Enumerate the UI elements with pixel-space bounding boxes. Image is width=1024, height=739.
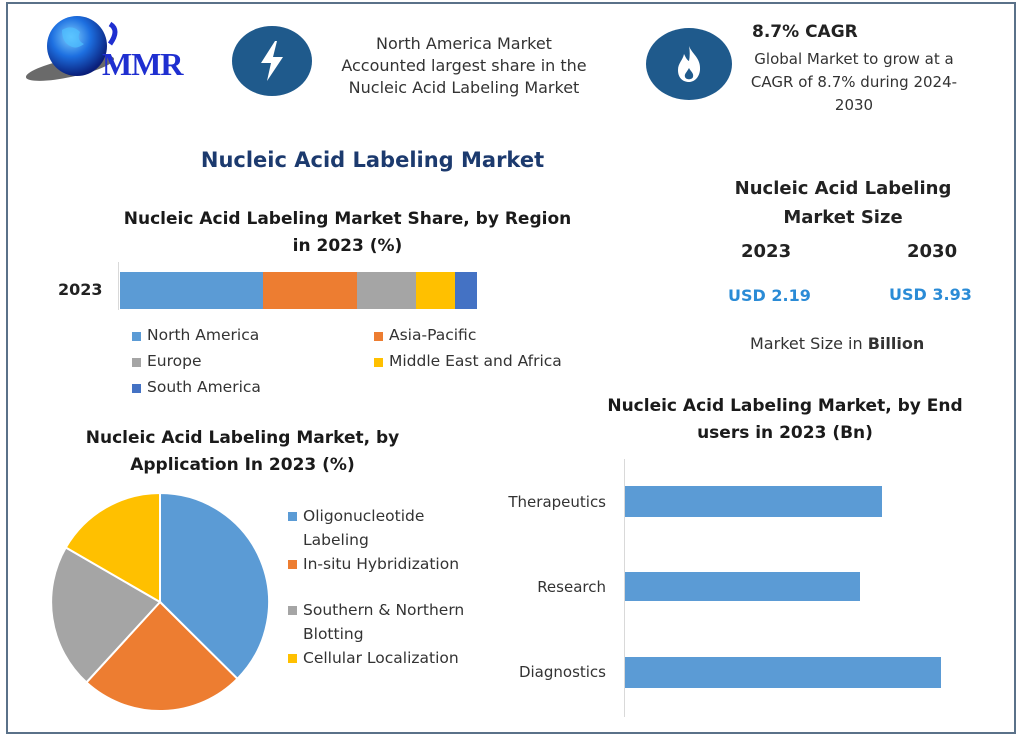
value-2023: USD 2.19 xyxy=(728,286,811,305)
legend-label: Asia-Pacific xyxy=(389,326,477,344)
legend-swatch xyxy=(288,654,297,663)
legend-label-line: Labeling xyxy=(303,531,369,549)
market-size-note-unit: Billion xyxy=(867,334,925,353)
legend-swatch xyxy=(132,332,141,341)
legend-label: Middle East and Africa xyxy=(389,352,562,370)
legend-blotting xyxy=(288,598,464,646)
region-info-line: North America Market xyxy=(376,34,552,53)
legend-label: South America xyxy=(147,378,261,396)
flame-icon xyxy=(646,28,732,100)
year-2030: 2030 xyxy=(907,241,958,262)
legend-label: In-situ Hybridization xyxy=(303,555,460,573)
end-users-chart-title xyxy=(590,393,980,447)
bar-label-diagnostics: Diagnostics xyxy=(518,663,606,681)
end-users-chart-title-line: users in 2023 (Bn) xyxy=(697,423,873,443)
legend-label-line: Blotting xyxy=(303,625,364,643)
legend-north-america xyxy=(132,326,259,344)
market-size-note xyxy=(750,334,924,353)
legend-label xyxy=(303,504,424,552)
application-chart-title-line: Application In 2023 (%) xyxy=(130,455,355,475)
bar-segment-south-america xyxy=(455,272,477,309)
legend-swatch xyxy=(374,358,383,367)
application-pie-chart xyxy=(48,490,272,714)
mmr-logo xyxy=(22,8,222,88)
legend-swatch xyxy=(132,384,141,393)
cagr-info-text xyxy=(740,48,968,117)
legend-label-line: Oligonucleotide xyxy=(303,507,425,525)
region-category-label: 2023 xyxy=(58,280,103,299)
legend-label: Europe xyxy=(147,352,202,370)
region-axis xyxy=(118,262,119,310)
legend-cellular xyxy=(288,646,459,670)
region-chart-title-line: in 2023 (%) xyxy=(292,236,403,256)
legend-south-america xyxy=(132,378,261,396)
bar-segment-europe xyxy=(357,272,416,309)
legend-swatch xyxy=(288,606,297,615)
region-info-line: Accounted largest share in the xyxy=(341,56,587,75)
application-chart-title-line: Nucleic Acid Labeling Market, by xyxy=(85,428,400,448)
legend-oligonucleotide xyxy=(288,504,424,552)
value-2030: USD 3.93 xyxy=(889,285,972,304)
legend-swatch xyxy=(374,332,383,341)
market-size-title xyxy=(715,174,971,232)
region-stacked-bar xyxy=(120,272,477,309)
application-chart-title xyxy=(70,425,415,479)
region-chart-title-line: Nucleic Acid Labeling Market Share, by Region xyxy=(123,209,572,229)
bar-segment-middle-east-africa xyxy=(416,272,455,309)
market-size-note-prefix: Market Size in xyxy=(750,334,868,353)
legend-swatch xyxy=(288,560,297,569)
logo-text: MMR xyxy=(102,46,183,82)
cagr-title: 8.7% CAGR xyxy=(752,22,858,42)
region-info-text xyxy=(318,33,610,99)
legend-asia-pacific xyxy=(374,326,476,344)
region-chart-title xyxy=(100,206,595,260)
legend-swatch xyxy=(132,358,141,367)
bar-label-therapeutics: Therapeutics xyxy=(508,493,606,511)
market-size-title-line: Market Size xyxy=(783,207,903,228)
legend-middle-east-africa xyxy=(374,352,562,370)
legend-label xyxy=(303,598,464,646)
legend-in-situ xyxy=(288,552,459,576)
page-title: Nucleic Acid Labeling Market xyxy=(200,148,545,172)
legend-label: North America xyxy=(147,326,260,344)
bar-therapeutics xyxy=(625,486,882,517)
bar-segment-north-america xyxy=(120,272,263,309)
legend-europe xyxy=(132,352,202,370)
bar-segment-asia-pacific xyxy=(263,272,357,309)
legend-label: Cellular Localization xyxy=(303,649,459,667)
bar-diagnostics xyxy=(625,657,941,688)
region-info-line: Nucleic Acid Labeling Market xyxy=(348,78,580,97)
end-users-chart-title-line: Nucleic Acid Labeling Market, by End xyxy=(607,396,963,416)
legend-swatch xyxy=(288,512,297,521)
bar-label-research: Research xyxy=(537,578,606,596)
legend-label-line: Southern & Northern xyxy=(303,601,465,619)
cagr-info-line: 2030 xyxy=(834,96,874,114)
market-size-title-line: Nucleic Acid Labeling xyxy=(734,178,952,199)
cagr-info-line: CAGR of 8.7% during 2024- xyxy=(750,73,958,91)
lightning-icon xyxy=(232,26,312,96)
cagr-info-line: Global Market to grow at a xyxy=(754,50,954,68)
bar-research xyxy=(625,572,860,601)
year-2023: 2023 xyxy=(741,241,792,262)
